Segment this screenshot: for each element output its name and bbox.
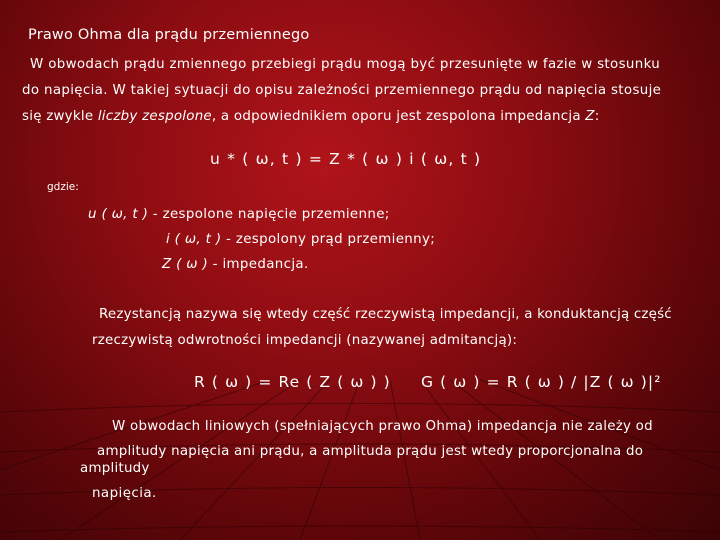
linear-line-1: W obwodach liniowych (spełniających prawo Ohma) impedancja nie zależy od (112, 419, 653, 434)
slide-title: Prawo Ohma dla prądu przemiennego (28, 27, 310, 43)
impedance-symbol: Z (585, 109, 595, 124)
definition-impedance (162, 257, 309, 272)
intro-line-2: do napięcia. W takiej sytuacji do opisu zależności przemiennego prądu od napięcia stosuje (22, 83, 662, 98)
definition-text: - impedancja. (208, 257, 309, 272)
resistance-line-1: Rezystancją nazywa się wtedy część rzeczywistą impedancji, a konduktancją część (99, 307, 672, 322)
definition-symbol: u ( ω, t ) (88, 207, 149, 222)
definition-text: - zespolone napięcie przemienne; (148, 207, 390, 222)
intro-line-1: W obwodach prądu zmiennego przebiegi prądu mogą być przesunięte w fazie w stosunku (30, 57, 661, 72)
definition-symbol: i ( ω, t ) (166, 232, 222, 247)
intro-line-3-middle: , a odpowiednikiem oporu jest zespolona impedancja (211, 109, 586, 124)
resistance-line-2: rzeczywistą odwrotności impedancji (nazywanej admitancją): (92, 333, 518, 348)
intro-line-3-start: się zwykle (22, 109, 98, 124)
definition-text: - zespolony prąd przemienny; (221, 232, 436, 247)
complex-numbers-term: liczby zespolone (97, 109, 212, 124)
linear-line-3: amplitudy (80, 461, 150, 476)
conductance-equation: G ( ω ) = R ( ω ) / |Z ( ω )|² (421, 373, 662, 391)
definition-symbol: Z ( ω ) (162, 257, 209, 272)
intro-line-3-end: : (594, 109, 600, 124)
ohm-law-complex-equation: u * ( ω, t ) = Z * ( ω ) i ( ω, t ) (210, 150, 482, 168)
intro-line-3 (22, 109, 599, 124)
definition-voltage (88, 207, 390, 222)
linear-line-2: amplitudy napięcia ani prądu, a amplituda prądu jest wtedy proporcjonalna do (97, 444, 644, 459)
resistance-equation: R ( ω ) = Re ( Z ( ω ) ) (194, 373, 391, 391)
where-label: gdzie: (47, 181, 79, 193)
definition-current (166, 232, 435, 247)
linear-line-4: napięcia. (92, 486, 157, 501)
